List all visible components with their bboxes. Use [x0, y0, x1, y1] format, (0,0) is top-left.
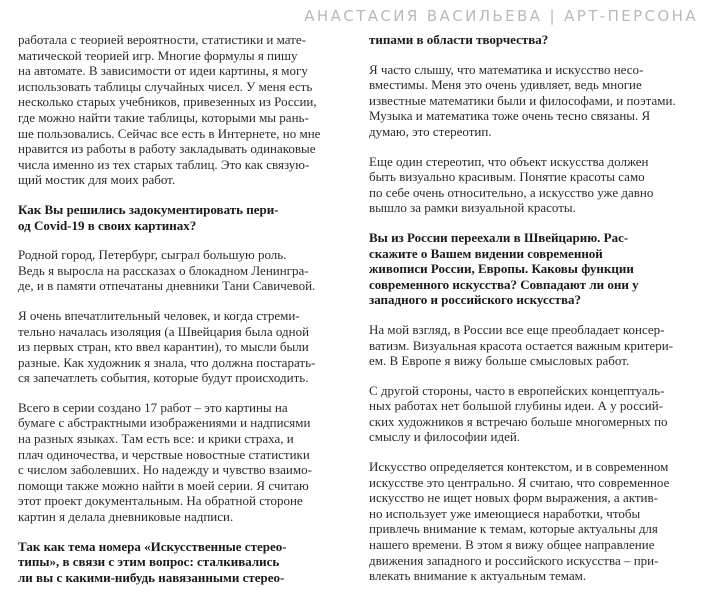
text-line: привлечь внимание к темам, которые актуальны для [369, 521, 658, 537]
text-line: числа именно из тех старых таблиц. Это как связую- [18, 156, 310, 172]
text-line: Искусство определяется контекстом, и в современном [369, 459, 669, 475]
text-line: нравится из работы в работу закладывать одинаковые [18, 141, 316, 157]
answer-paragraph [18, 32, 348, 188]
text-line: Родной город, Петербург, сыграл большую роль. [18, 247, 287, 263]
interview-question [18, 202, 348, 233]
text-line: вместимы. Меня это очень удивляет, ведь многие [369, 77, 642, 93]
text-line: Так как тема номера «Искусственные стерео- [18, 538, 287, 554]
interview-question [369, 32, 705, 48]
text-line: современного искусства? Совпадают ли они у [369, 276, 639, 292]
text-line: из первых стран, кто ввел карантин), то мысли были [18, 339, 309, 355]
interview-question [369, 230, 705, 308]
text-line: Я очень впечатлительный человек, и когда стреми- [18, 307, 300, 323]
text-line: где можно найти такие таблицы, которыми мы рань- [18, 109, 309, 125]
text-line: но использует уже имеющиеся наработки, чтобы [369, 505, 641, 521]
text-line: искусстве это центрально. Я считаю, что современное [369, 474, 670, 490]
text-line: ских художников я встречаю больше многомерных по [369, 413, 668, 429]
text-line: работала с теорией вероятности, статистики и мате- [18, 32, 306, 47]
text-line: ше пользовались. Сейчас все есть в Интернете, но мне [18, 125, 321, 141]
text-line: од Covid-19 в своих картинах? [18, 217, 197, 233]
answer-paragraph [369, 459, 705, 584]
text-line: смыслу и философии идей. [369, 429, 521, 445]
text-line: вышло за рамки визуальной красоты. [369, 200, 576, 216]
text-line: типами в области творчества? [369, 32, 549, 47]
answer-paragraph [18, 308, 348, 386]
text-line: искусство не ищет новых форм выражения, а актив- [369, 490, 658, 506]
text-line: ся запечатлеть события, которые будут происходить. [18, 370, 309, 386]
text-line: тельно началась изоляция (а Швейцария была одной [18, 323, 310, 339]
text-line: помощи также можно найти в моей серии. Я считаю [18, 477, 309, 493]
text-line: бумаге с абстрактными изображениями и надписями [18, 415, 311, 431]
text-line: нашего времени. В этом я вижу общее направление [369, 537, 655, 553]
text-line: этот проект документальным. На обратной стороне [18, 493, 303, 509]
text-line: щий мостик для моих работ. [18, 172, 176, 188]
text-line: Еще один стереотип, что объект искусства должен [369, 153, 649, 169]
answer-paragraph [369, 383, 705, 445]
text-line: несколько старых учебников, привезенных из России, [18, 94, 317, 110]
answer-paragraph [369, 154, 705, 216]
text-line: Ведь я выросла на рассказах о блокадном Ленингра- [18, 262, 309, 278]
right-column [369, 32, 705, 598]
text-line: ли вы с какими-нибудь навязанными стерео- [18, 569, 285, 585]
running-header: АНАСТАСИЯ ВАСИЛЬЕВА | АРТ-ПЕРСОНА [304, 7, 698, 25]
text-line: ем. В Европе я вижу больше смысловых работ. [369, 353, 630, 369]
text-line: быть визуально красивым. Понятие красоты само [369, 169, 645, 185]
answer-paragraph [18, 400, 348, 525]
interview-question [18, 539, 348, 586]
text-line: де, и в памяти отпечатаны дневники Тани Савичевой. [18, 278, 316, 294]
text-line: Как Вы решились задокументировать пери- [18, 201, 279, 217]
answer-paragraph [369, 322, 705, 369]
text-line: На мой взгляд, в России все еще преобладает консер- [369, 321, 665, 337]
text-line: типы», в связи с этим вопрос: сталкивались [18, 554, 280, 570]
text-line: Всего в серии создано 17 работ – это картины на [18, 399, 288, 415]
text-line: ных работах нет большой глубины идеи. А у россий- [369, 398, 664, 414]
text-line: использовать таблицы случайных чисел. У меня есть [18, 78, 313, 94]
text-line: влекать внимание к актуальным темам. [369, 568, 587, 584]
text-line: разные. Как художник я знала, что должна постарать- [18, 354, 316, 370]
text-line: с числом заболевших. Но надежду и чувство взаимо- [18, 462, 312, 478]
text-line: С другой стороны, часто в европейских концептуаль- [369, 382, 665, 398]
text-line: по себе очень относительно, а искусство уже давно [369, 184, 654, 200]
answer-paragraph [369, 62, 705, 140]
text-line: картин я делала дневниковые надписи. [18, 509, 234, 525]
text-line: на разных языках. Там есть все: и крики страха, и [18, 431, 294, 447]
text-line: Музыка и математика тоже очень тесно связаны. Я [369, 108, 651, 124]
text-line: Я часто слышу, что математика и искусство несо- [369, 61, 644, 77]
text-line: ватизм. Визуальная красота остается важным критери- [369, 337, 674, 353]
answer-paragraph [18, 247, 348, 294]
text-line: скажите о Вашем видении современной [369, 245, 603, 261]
text-line: западного и российского искусства? [369, 292, 581, 308]
text-line: движения западного и российского искусства – при- [369, 552, 659, 568]
text-line: на автомате. В зависимости от идеи картины, я могу [18, 63, 308, 79]
text-line: Вы из России переехали в Швейцарию. Рас- [369, 229, 629, 245]
text-line: живописи России, Европы. Каковы функции [369, 261, 634, 277]
text-line: думаю, это стереотип. [369, 123, 492, 139]
text-line: плач одиночества, и черствые новостные статистики [18, 446, 310, 462]
text-line: известные математики были и философами, и поэтами. [369, 92, 676, 108]
text-line: матической теорией игр. Многие формулы я пишу [18, 47, 298, 63]
left-column [18, 32, 348, 599]
